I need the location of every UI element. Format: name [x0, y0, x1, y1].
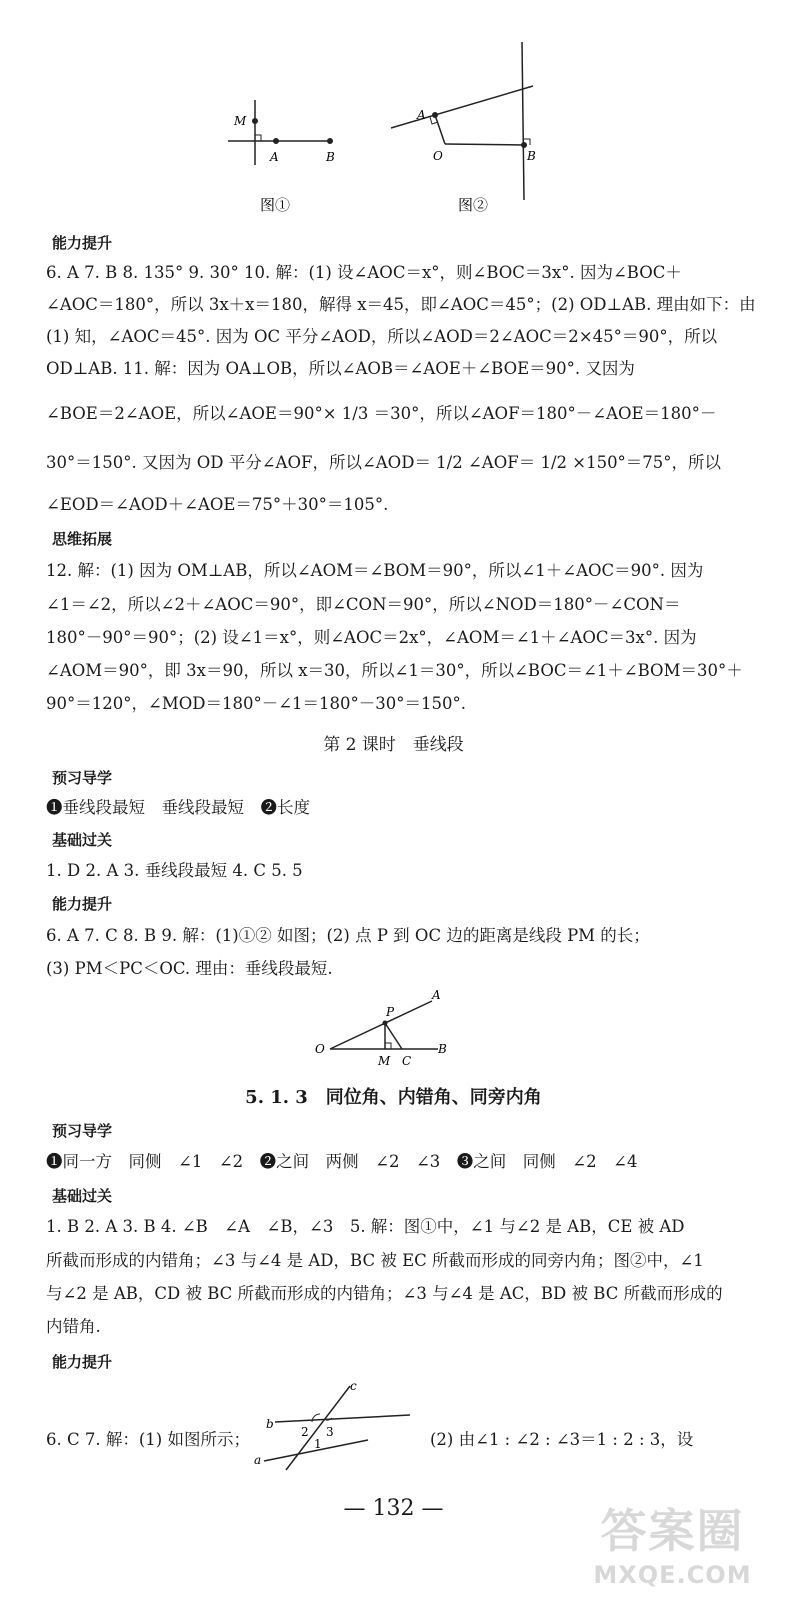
- text-line: OD⊥AB. 11. 解：因为 OA⊥OB，所以∠AOB＝∠AOE＋∠BOE＝90°. 又因为: [46, 359, 635, 378]
- text-line: (3) PM＜PC＜OC. 理由：垂线段最短.: [46, 959, 333, 978]
- point-O3: O: [315, 1042, 325, 1056]
- text-line: 30°＝150°. 又因为 OD 平分∠AOF，所以∠AOD＝ 1/2 ∠AOF＝ 1/2 ×150°＝75°，所以: [46, 453, 722, 472]
- point-B3: B: [438, 1042, 447, 1056]
- point-A: A: [270, 150, 279, 164]
- point-M3: M: [378, 1054, 391, 1068]
- text-line: ∠AOM＝90°，即 3x＝90，所以 x＝30，所以∠1＝30°，所以∠BOC＝∠1＋∠BOM＝30°＋: [46, 661, 743, 680]
- text-line: ∠AOC＝180°，所以 3x＋x＝180，解得 x＝45，即∠AOC＝45°；(2) OD⊥AB. 理由如下：由: [46, 295, 756, 314]
- text-line: 180°－90°＝90°；(2) 设∠1＝x°，则∠AOC＝2x°，∠AOM＝∠1＋∠AOC＝3x°. 因为: [46, 628, 697, 647]
- watermark-url: MXQE.COM: [593, 1561, 752, 1589]
- heading-preview-1: 预习导学: [52, 769, 113, 787]
- text-line: 所截而形成的内错角；∠3 与∠4 是 AD，BC 被 EC 所截而形成的同旁内角；图②中，∠1: [46, 1251, 704, 1270]
- text-line: ❶同一方 同侧 ∠1 ∠2 ❷之间 两侧 ∠2 ∠3 ❸之间 同侧 ∠2 ∠4: [46, 1152, 638, 1171]
- watermark-logo: 答案圈: [600, 1504, 745, 1558]
- text-line: 12. 解：(1) 因为 OM⊥AB，所以∠AOM＝∠BOM＝90°，所以∠1＋∠AOC＝90°. 因为: [46, 561, 704, 580]
- heading-thinking: 思维拓展: [52, 530, 113, 548]
- text-line: ∠BOE＝2∠AOE，所以∠AOE＝90°× 1/3 ＝30°，所以∠AOF＝180°－∠AOE＝180°－: [46, 404, 717, 423]
- text-line: 1. B 2. A 3. B 4. ∠B ∠A ∠B，∠3 5. 解：图①中，∠1 与∠2 是 AB，CE 被 AD: [46, 1217, 685, 1236]
- figure-transversal: [250, 1378, 420, 1473]
- figure-2-label: 图②: [458, 196, 489, 214]
- point-A2: A: [417, 108, 426, 122]
- heading-basic-1: 基础过关: [52, 831, 113, 849]
- text-line: ∠1＝∠2，所以∠2＋∠AOC＝90°，即∠CON＝90°，所以∠NOD＝180°－∠CON＝: [46, 595, 681, 614]
- point-A3: A: [432, 988, 441, 1002]
- page-number: — 132 —: [343, 1496, 444, 1521]
- point-B: B: [326, 150, 335, 164]
- line-label-a: a: [254, 1453, 262, 1467]
- watermark: [565, 1495, 780, 1595]
- figure-2: [385, 38, 545, 218]
- text-line: 与∠2 是 AB，CD 被 BC 所截而形成的内错角；∠3 与∠4 是 AC，BD 被 BC 所截而形成的: [46, 1284, 723, 1303]
- text-line: 1. D 2. A 3. 垂线段最短 4. C 5. 5: [46, 861, 303, 880]
- text-line: ∠EOD＝∠AOD＋∠AOE＝75°＋30°＝105°.: [46, 495, 389, 514]
- point-P3: P: [386, 1005, 395, 1019]
- angle-label-2: 2: [301, 1425, 309, 1439]
- figure-1-label: 图①: [260, 196, 291, 214]
- lesson-title: 第 2 课时 垂线段: [323, 735, 464, 755]
- heading-ability-3: 能力提升: [52, 1353, 113, 1371]
- text-line: ❶垂线段最短 垂线段最短 ❷长度: [46, 798, 310, 817]
- text-line: (1) 知，∠AOC＝45°. 因为 OC 平分∠AOD，所以∠AOD＝2∠AOC＝2×45°＝90°，所以: [46, 327, 718, 346]
- heading-basic-2: 基础过关: [52, 1187, 113, 1205]
- angle-label-1: 1: [314, 1437, 322, 1451]
- point-B2: B: [527, 149, 536, 163]
- figure-1: [220, 95, 350, 220]
- text-line: (2) 由∠1 : ∠2 : ∠3＝1 : 2 : 3，设: [430, 1430, 694, 1449]
- text-line: 6. C 7. 解：(1) 如图所示；: [46, 1430, 250, 1449]
- line-label-c: c: [350, 1379, 357, 1393]
- point-C3: C: [402, 1054, 412, 1068]
- line-label-b: b: [266, 1417, 274, 1431]
- text-line: 6. A 7. C 8. B 9. 解：(1)①② 如图；(2) 点 P 到 OC 边的距离是线段 PM 的长；: [46, 926, 650, 945]
- heading-preview-2: 预习导学: [52, 1122, 113, 1140]
- text-line: 90°＝120°，∠MOD＝180°－∠1＝180°－30°＝150°.: [46, 694, 467, 713]
- point-O2: O: [433, 149, 443, 163]
- text-line: 内错角.: [46, 1317, 101, 1336]
- angle-label-3: 3: [326, 1425, 334, 1439]
- section-title: 5. 1. 3 同位角、内错角、同旁内角: [245, 1087, 542, 1108]
- figure-perpendicular: [310, 985, 470, 1075]
- point-M: M: [234, 114, 247, 128]
- heading-ability-2: 能力提升: [52, 895, 113, 913]
- text-line: 6. A 7. B 8. 135° 9. 30° 10. 解：(1) 设∠AOC＝x°，则∠BOC＝3x°. 因为∠BOC＋: [46, 263, 682, 282]
- heading-ability-1: 能力提升: [52, 234, 113, 252]
